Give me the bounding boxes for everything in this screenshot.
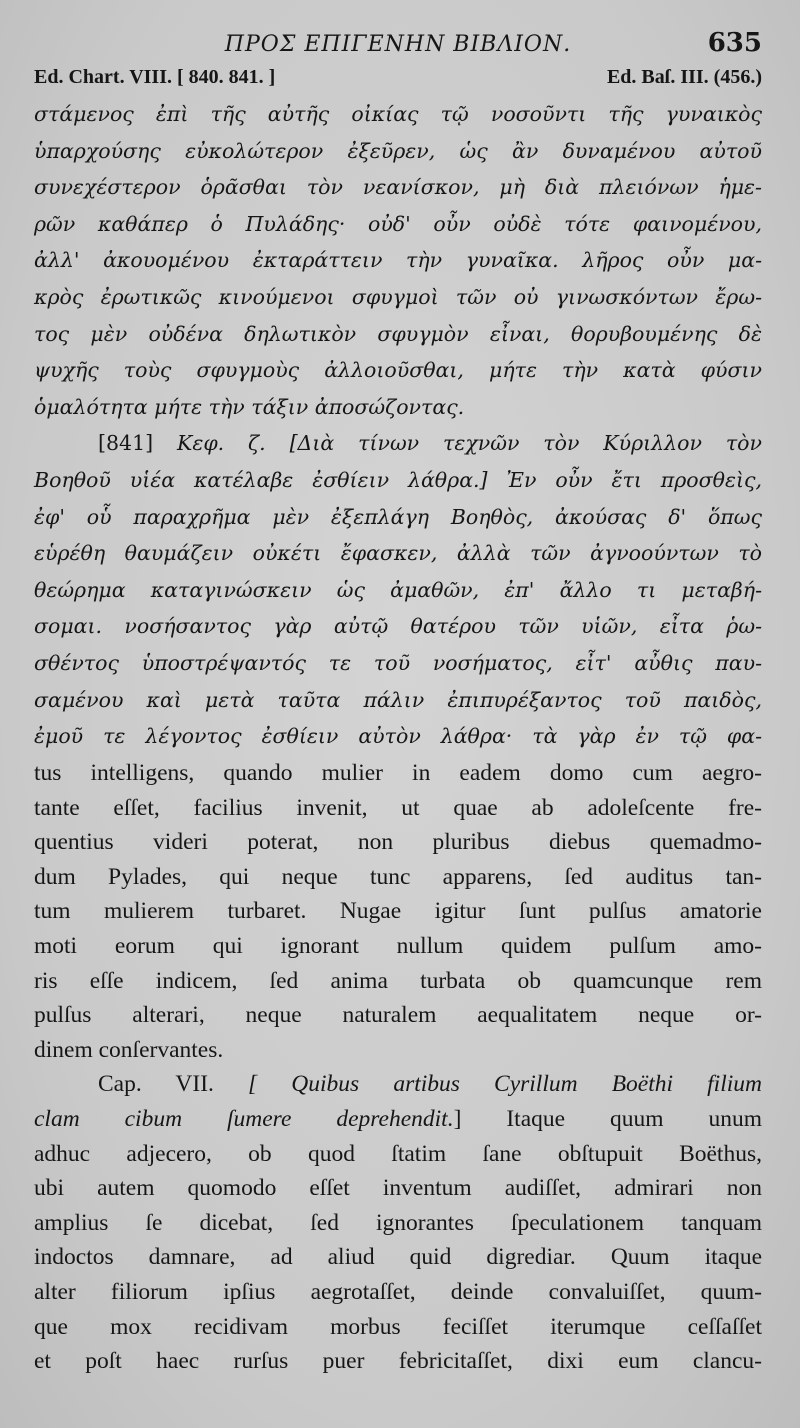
greek-line: σθέντος ὑποστρέψαντός τε τοῦ νοσήματος, εἶτ' αὖθις παυ- (34, 650, 762, 675)
greek-chapter-title-end: Βοηθοῦ υἱέα κατέλαβε ἐσθίειν λάθρα.] (34, 467, 488, 492)
greek-text-run: Ἐν οὖν ἔτι προσθεὶς, (506, 467, 762, 492)
greek-line: ὁμαλότητα μήτε τὴν τάξιν ἀποσώζοντας. (34, 394, 465, 419)
latin-chapter-title-end: clam cibum ſumere deprehendit. (34, 1105, 454, 1132)
edition-basel-ref: Ed. Baſ. III. (456.) (606, 66, 762, 88)
greek-chapter-heading (34, 425, 762, 462)
page-number: 635 (707, 28, 762, 58)
running-title: ΠΡΟΣ ΕΠΙΓΕΝΗΝ ΒΙΒΛΙΟΝ. (224, 32, 572, 57)
greek-text-block (34, 96, 762, 755)
latin-line: tante eſſet, facilius invenit, ut quae ab adoleſcente fre- (34, 794, 762, 821)
page-header (34, 28, 762, 64)
latin-text-run: Itaque quum unum (506, 1105, 763, 1132)
greek-line: ψυχῆς τοὺς σφυγμοὺς ἀλλοιοῦσθαι, μήτε τὴν κατὰ φύσιν (34, 358, 762, 383)
greek-chapter-marker: [841] (98, 431, 154, 456)
latin-line: ubi autem quomodo eſſet inventum audiſſet, admirari non (34, 1175, 762, 1202)
latin-line: alter filiorum ipſius aegrotaſſet, deinde convaluiſſet, quum- (34, 1278, 762, 1305)
latin-line: amplius ſe dicebat, ſed ignorantes ſpeculationem tanquam (34, 1209, 762, 1236)
greek-line: ἐφ' οὗ παραχρῆμα μὲν ἐξεπλάγη Βοηθὸς, ἀκούσας δ' ὅπως (34, 504, 762, 529)
greek-line: στάμενος ἐπὶ τῆς αὐτῆς οἰκίας τῷ νοσοῦντι τῆς γυναικὸς (34, 102, 762, 126)
latin-line: pulſus alterari, neque naturalem aequalitatem neque or- (34, 1002, 762, 1029)
latin-line: dinem conſervantes. (34, 1036, 224, 1063)
greek-chapter-title: [Διὰ τίνων τεχνῶν τὸν Κύριλλον τὸν (289, 431, 762, 456)
latin-line: moti eorum qui ignorant nullum quidem pulſum amo- (34, 932, 762, 959)
latin-line: adhuc adjecero, ob quod ſtatim ſane obſtupuit Boëthus, (34, 1140, 762, 1167)
latin-line: dum Pylades, qui neque tunc apparens, ſed auditus tan- (34, 863, 762, 890)
latin-chapter-heading-cont (34, 1102, 762, 1137)
edition-reference-line (34, 66, 762, 96)
latin-chapter-title: [ Quibus artibus Cyrillum Boëthi filium (248, 1071, 762, 1098)
latin-line: tus intelligens, quando mulier in eadem domo cum aegro- (34, 760, 762, 786)
greek-line: εὑρέθη θαυμάζειν οὐκέτι ἔφασκεν, ἀλλὰ τῶν ἀγνοούντων τὸ (34, 541, 762, 566)
greek-chapter-heading-cont (34, 462, 762, 499)
latin-chapter-title-close: ] (453, 1105, 462, 1132)
latin-line: ris eſſe indicem, ſed anima turbata ob quamcunque rem (34, 967, 762, 994)
greek-chapter-label: Κεφ. ζ. (177, 431, 266, 456)
edition-chartier-ref: Ed. Chart. VIII. [ 840. 841. ] (34, 66, 276, 88)
latin-chapter-label: Cap. VII. (98, 1071, 214, 1098)
greek-line: συνεχέστερον ὁρᾶσθαι τὸν νεανίσκον, μὴ διὰ πλειόνων ἡμε- (34, 175, 762, 200)
greek-line: ρῶν καθάπερ ὁ Πυλάδης· οὐδ' οὖν οὐδὲ τότε φαινομένου, (34, 211, 762, 236)
latin-line: indoctos damnare, ad aliud quid digrediar. Quum itaque (34, 1244, 762, 1271)
latin-line: que mox recidivam morbus feciſſet iterumque ceſſaſſet (34, 1313, 762, 1340)
latin-chapter-heading (34, 1067, 762, 1102)
latin-line: tum mulierem turbaret. Nugae igitur ſunt pulſus amatorie (34, 898, 762, 925)
greek-line: θεώρημα καταγινώσκειν ὡς ἀμαθῶν, ἐπ' ἄλλο τι μεταβή- (34, 577, 762, 602)
latin-text-block (34, 756, 762, 1379)
greek-line: σομαι. νοσήσαντος γὰρ αὐτῷ θατέρου τῶν υἱῶν, εἶτα ῥω- (34, 614, 762, 639)
greek-line: τος μὲν οὐδένα δηλωτικὸν σφυγμὸν εἶναι, θορυβουμένης δὲ (34, 321, 762, 346)
greek-line: σαμένου καὶ μετὰ ταῦτα πάλιν ἐπιπυρέξαντος τοῦ παιδὸς, (34, 687, 762, 712)
greek-line: ὑπαρχούσης εὐκολώτερον ἐξεῦρεν, ὡς ἂν δυναμένου αὐτοῦ (34, 138, 762, 163)
latin-line: quentius videri poterat, non pluribus diebus quemadmo- (34, 829, 762, 856)
latin-line: et poſt haec rurſus puer febricitaſſet, dixi eum clancu- (34, 1348, 762, 1375)
greek-line: ἀλλ' ἀκουομένου ἐκταράττειν τὴν γυναῖκα. λῆρος οὖν μα- (34, 248, 762, 273)
greek-line: κρὸς ἐρωτικῶς κινούμενοι σφυγμοὶ τῶν οὐ γινωσκόντων ἔρω- (34, 284, 762, 309)
greek-line: ἐμοῦ τε λέγοντος ἐσθίειν αὐτὸν λάθρα· τὰ γὰρ ἐν τῷ φα- (34, 724, 762, 749)
